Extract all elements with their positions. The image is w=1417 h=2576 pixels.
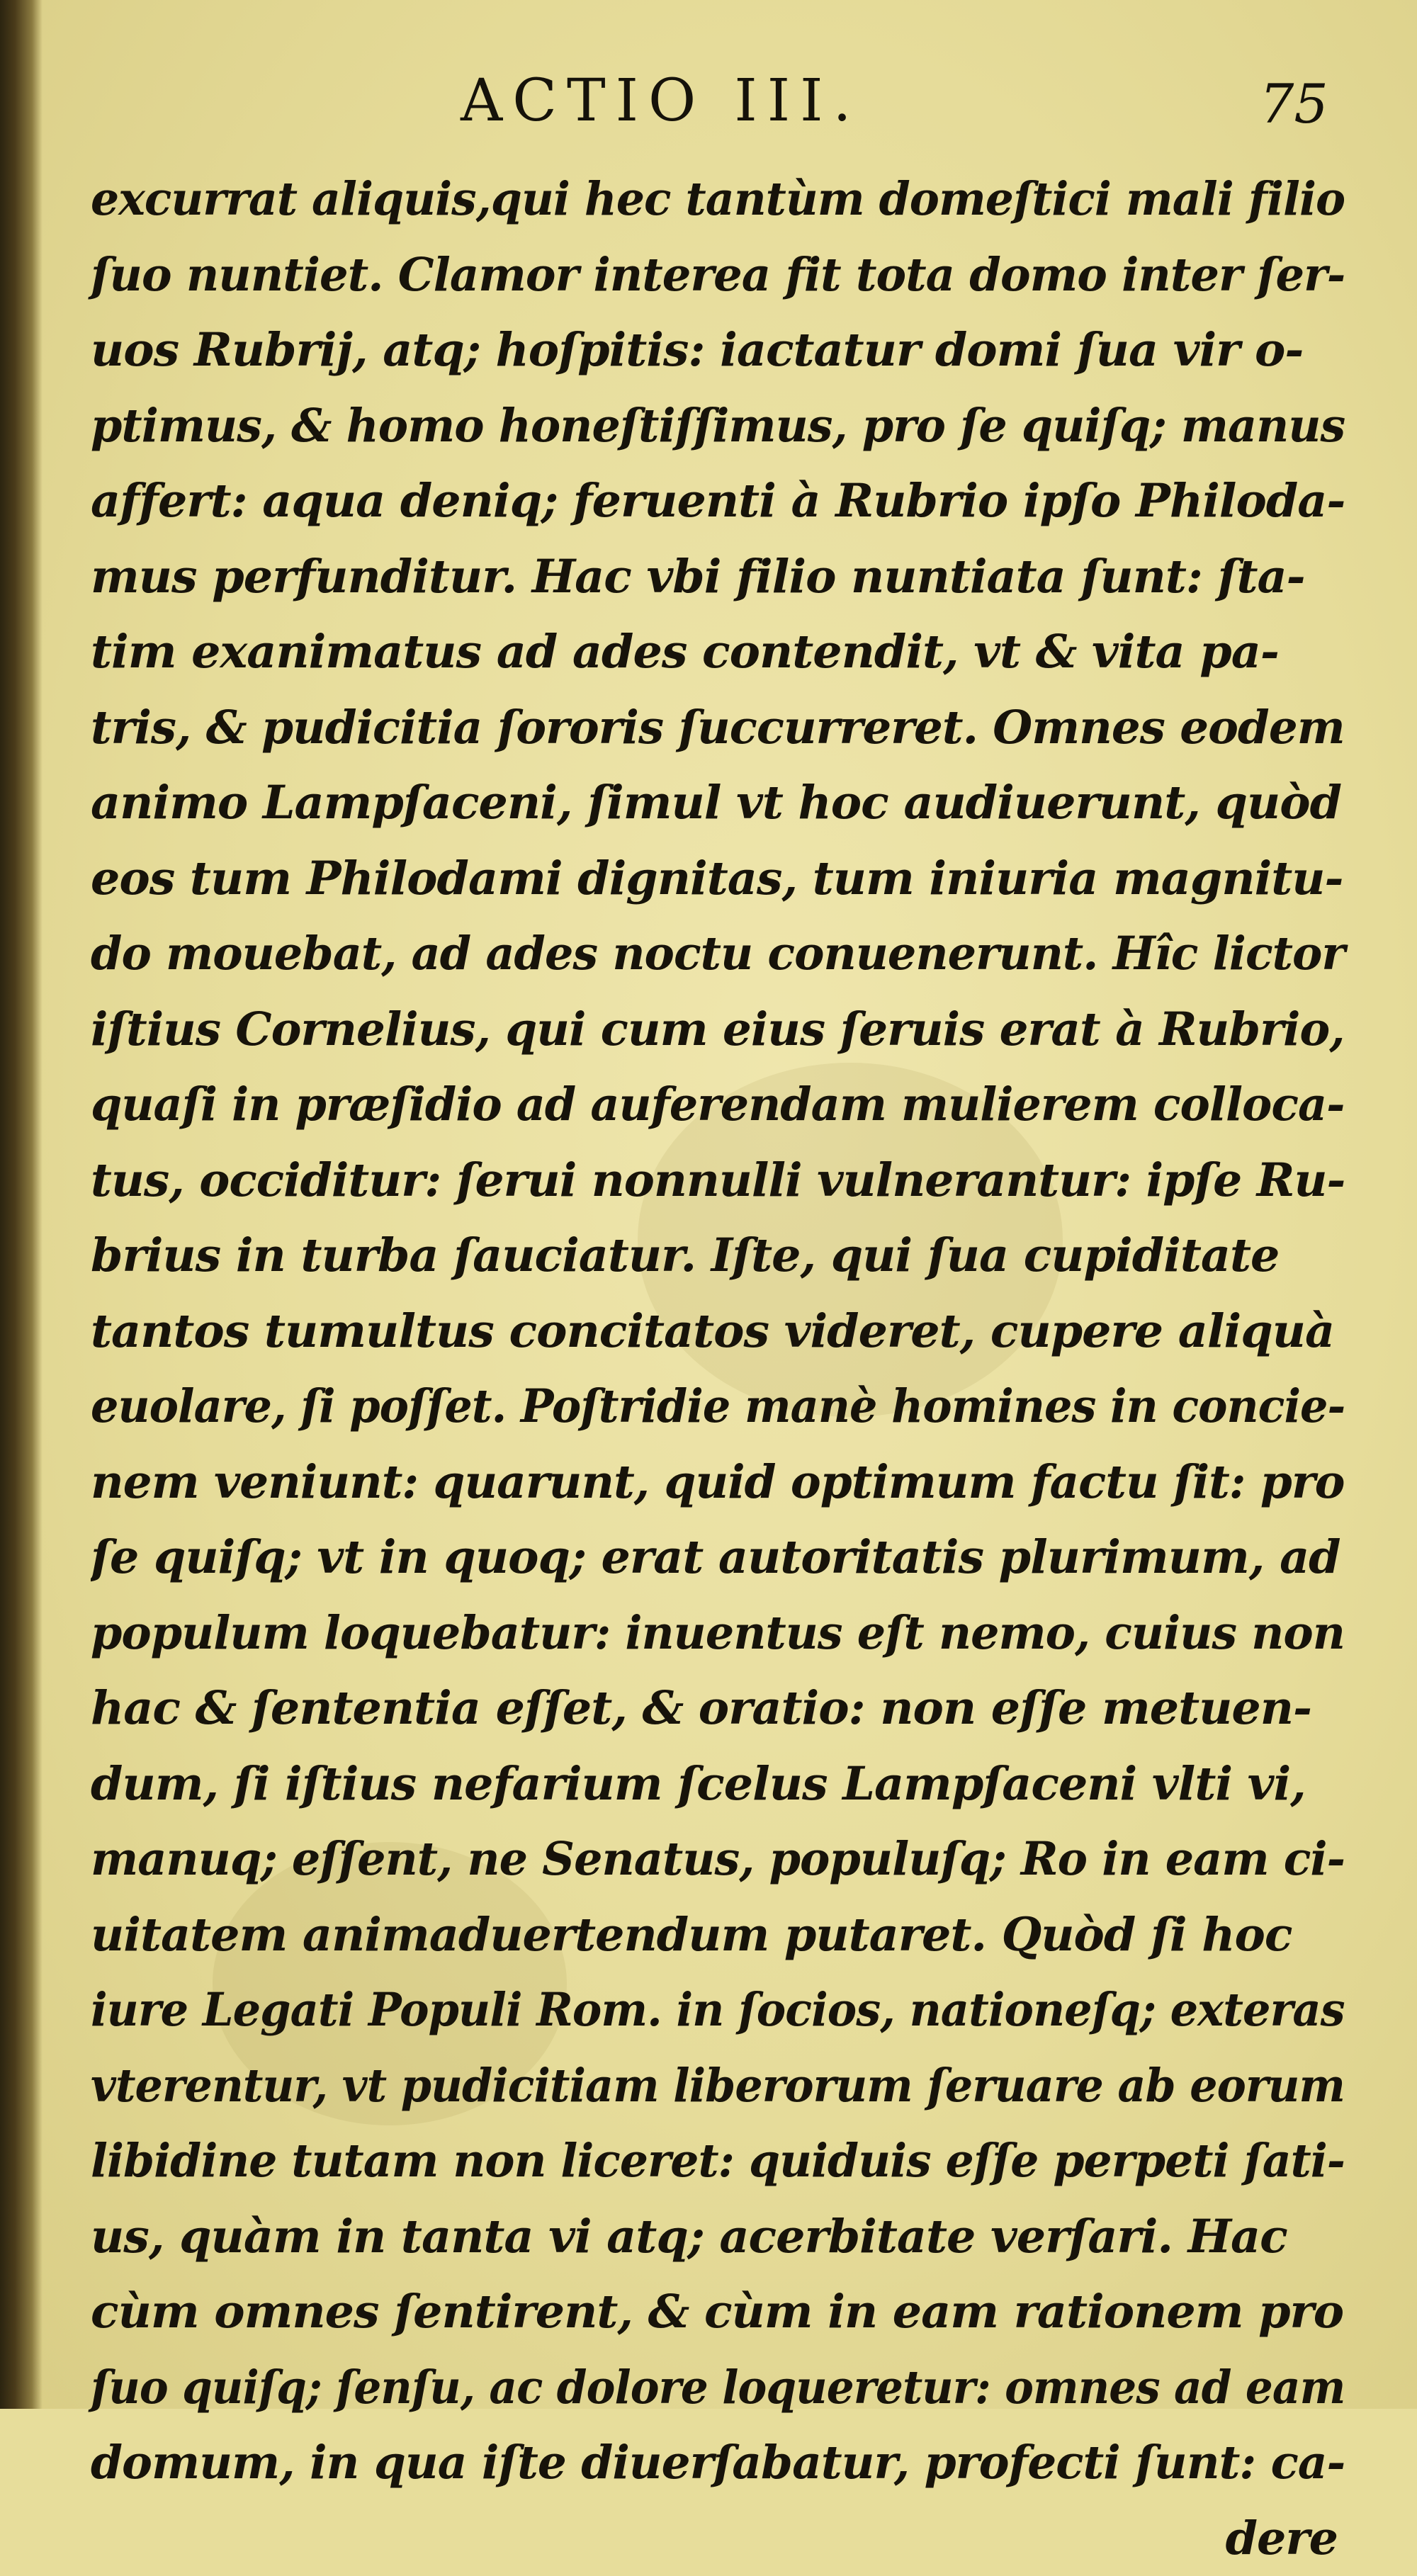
- page-number: 75: [1260, 72, 1328, 135]
- text-line: excurrat aliquis,qui hec tantùm domeſtici mali filio: [91, 162, 1345, 237]
- text-line: eos tum Philodami dignitas, tum iniuria magnitu-: [91, 841, 1345, 917]
- text-line: iſtius Cornelius, qui cum eius ſeruis erat à Rubrio,: [91, 992, 1345, 1068]
- text-line: domum, in qua iſte diuerſabatur, profecti ſunt: ca-: [91, 2425, 1345, 2501]
- text-line: ptimus, & homo honeſtiſſimus, pro ſe quiſq; manus: [91, 388, 1345, 464]
- catchword: dere: [91, 2501, 1345, 2576]
- text-line: us, quàm in tanta vi atq; acerbitate verſari. Hac: [91, 2199, 1345, 2275]
- text-line: nem veniunt: quarunt, quid optimum factu ſit: pro: [91, 1445, 1345, 1520]
- page-binding-edge: [0, 0, 43, 2409]
- text-line: mus perfunditur. Hac vbi filio nuntiata ſunt: ſta-: [91, 539, 1345, 615]
- text-line: tantos tumultus concitatos videret, cupere aliquà: [91, 1294, 1345, 1369]
- text-line: iure Legati Populi Rom. in ſocios, nationeſq; exteras: [91, 1972, 1345, 2048]
- text-line: tim exanimatus ad ades contendit, vt & vita pa-: [91, 614, 1345, 690]
- text-line: libidine tutam non liceret: quiduis eſſe perpeti ſati-: [91, 2123, 1345, 2199]
- text-line: ſuo quiſq; ſenſu, ac dolore loqueretur: omnes ad eam: [91, 2350, 1345, 2426]
- text-line: uos Rubrij, atq; hoſpitis: iactatur domi ſua vir o-: [91, 312, 1345, 388]
- text-line: do mouebat, ad ades noctu conuenerunt. Hîc lictor: [91, 916, 1345, 992]
- text-line: hac & ſententia eſſet, & oratio: non eſſe metuen-: [91, 1671, 1345, 1746]
- text-line: brius in turba ſauciatur. Iſte, qui ſua cupiditate: [91, 1218, 1345, 1294]
- text-line: dum, ſi iſtius nefarium ſcelus Lampſaceni vlti vi,: [91, 1746, 1345, 1822]
- text-line: tus, occiditur: ſerui nonnulli vulnerantur: ipſe Ru-: [91, 1143, 1345, 1219]
- text-line: cùm omnes ſentirent, & cùm in eam rationem pro: [91, 2274, 1345, 2350]
- text-line: animo Lampſaceni, ſimul vt hoc audiuerunt, quòd: [91, 765, 1345, 841]
- body-text: [91, 162, 1345, 2576]
- text-line: vterentur, vt pudicitiam liberorum ſeruare ab eorum: [91, 2048, 1345, 2124]
- text-line: manuq; eſſent, ne Senatus, populuſq; Ro in eam ci-: [91, 1821, 1345, 1897]
- text-line: affert: aqua deniq; feruenti à Rubrio ipſo Philoda-: [91, 463, 1345, 539]
- text-line: quaſi in præſidio ad auferendam mulierem colloca-: [91, 1067, 1345, 1143]
- text-line: ſuo nuntiet. Clamor interea fit tota domo inter ſer-: [91, 237, 1345, 313]
- text-line: uitatem animaduertendum putaret. Quòd ſi hoc: [91, 1897, 1345, 1973]
- text-line: tris, & pudicitia ſororis ſuccurreret. Omnes eodem: [91, 690, 1345, 766]
- running-header: ACTIO III.: [461, 67, 862, 135]
- text-line: euolare, ſi poſſet. Poſtridie manè homines in concie-: [91, 1369, 1345, 1445]
- text-line: populum loquebatur: inuentus eſt nemo, cuius non: [91, 1595, 1345, 1671]
- text-line: ſe quiſq; vt in quoq; erat autoritatis plurimum, ad: [91, 1520, 1345, 1595]
